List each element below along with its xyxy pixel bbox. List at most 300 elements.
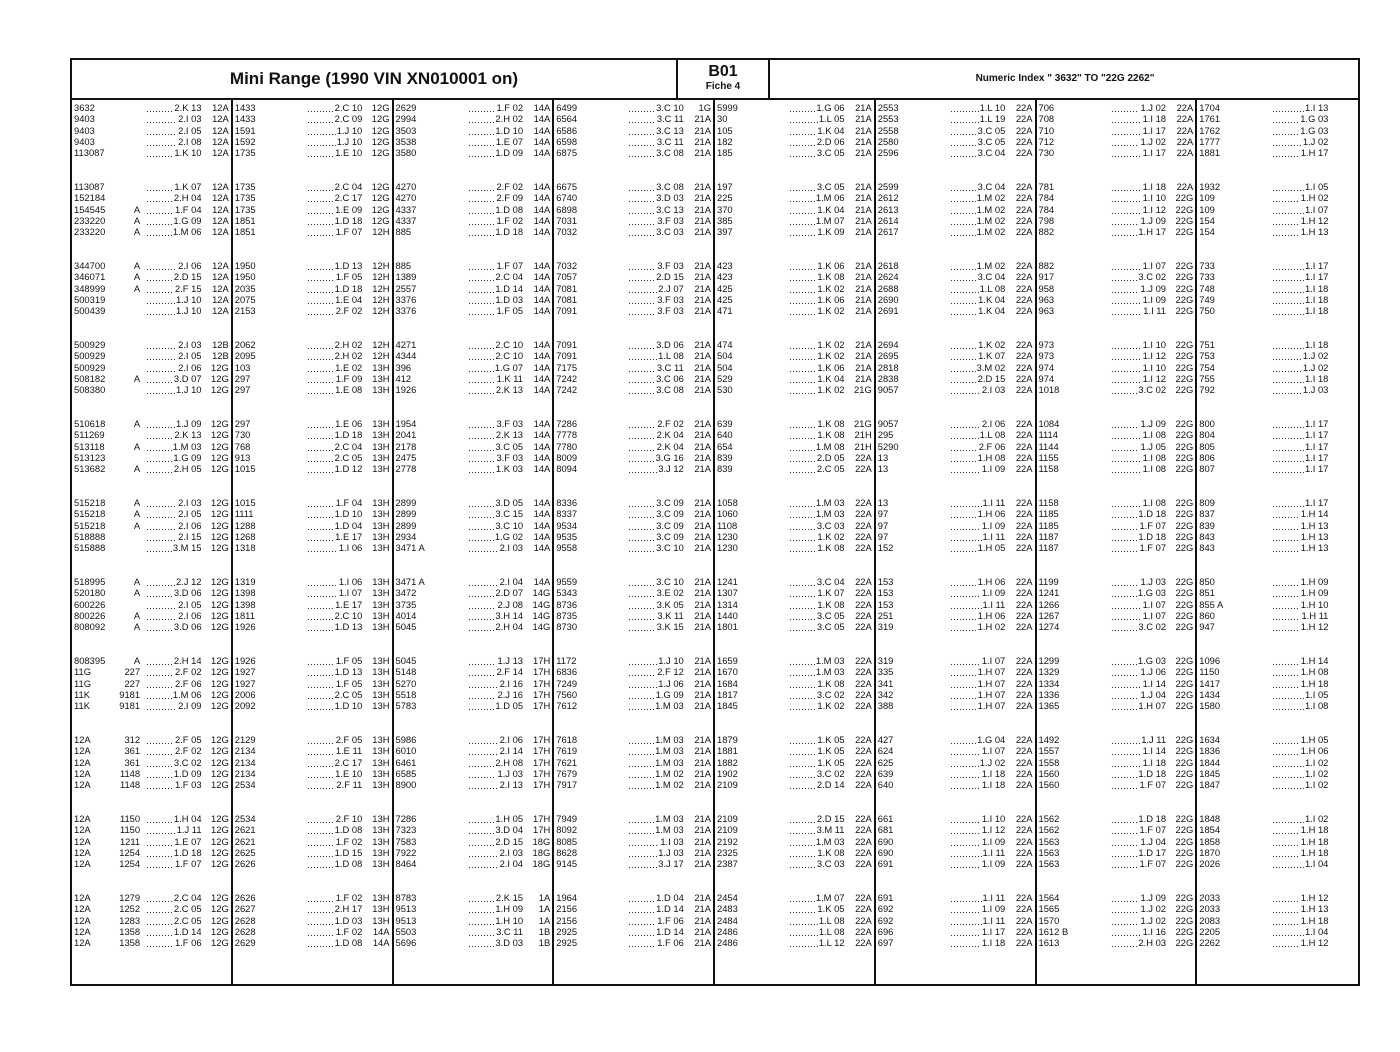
section-code <box>1328 305 1358 316</box>
index-entry <box>876 542 1035 553</box>
fiche-reference: 2.I 03 <box>146 497 201 508</box>
section-code: 22A <box>1015 147 1033 159</box>
fiche-reference: 1.I 12 <box>950 824 1005 835</box>
section-code: 12G <box>371 192 390 204</box>
fiche-reference: 1.M 03 <box>146 441 201 452</box>
section-code: 14A <box>533 305 551 317</box>
suffix <box>760 757 789 768</box>
fiche-reference: 3.C 02 <box>1111 384 1166 395</box>
index-entry <box>233 497 392 508</box>
section-code: 14G <box>532 609 551 621</box>
suffix <box>1243 294 1273 305</box>
section-code <box>1328 666 1358 677</box>
suffix <box>760 779 789 790</box>
section-code: 22A <box>1015 937 1033 949</box>
index-group <box>394 497 553 553</box>
part-number: 3580 <box>395 147 417 159</box>
suffix <box>760 181 789 192</box>
section-code: 12G <box>211 835 229 847</box>
suffix <box>921 779 950 790</box>
section-code: 22G <box>1175 700 1194 712</box>
index-entry <box>1197 926 1358 937</box>
suffix <box>1243 757 1273 768</box>
fiche-reference: 3.C 10 <box>468 520 523 531</box>
suffix: A <box>133 418 141 429</box>
part-number: 5986 <box>395 734 417 745</box>
part-number: 1158 <box>1038 463 1059 475</box>
fiche-reference: 1.I 18 <box>1272 305 1328 316</box>
part-number: 781 <box>1038 181 1055 192</box>
section-code: 22A <box>855 655 872 666</box>
fiche-reference: 1.H 09 <box>1272 576 1328 587</box>
part-number: 388 <box>877 700 894 712</box>
fiche-reference: 2.F 14 <box>468 666 523 677</box>
section-code: 12A <box>212 147 229 159</box>
section-code: 22G <box>1175 576 1194 587</box>
index-entry <box>554 350 713 361</box>
index-entry <box>554 757 713 768</box>
fiche-reference: 1.I 09 <box>950 903 1005 914</box>
index-entry <box>876 745 1035 756</box>
section-code: 14A <box>533 384 551 396</box>
part-number: 342 <box>877 688 894 700</box>
index-group <box>233 102 392 158</box>
section-code: 21A <box>694 858 711 870</box>
section-code: 22G <box>1175 858 1194 870</box>
index-entry <box>876 463 1035 474</box>
index-column <box>394 100 555 986</box>
part-number: 9513 <box>395 914 417 926</box>
part-number: 13 <box>877 497 889 508</box>
fiche-reference: 1.I 17 <box>1111 125 1166 136</box>
suffix <box>599 192 628 203</box>
index-entry <box>715 125 874 136</box>
part-number: 2454 <box>717 892 738 903</box>
section-code: 22A <box>1015 688 1033 700</box>
index-entry <box>233 599 392 610</box>
fiche-reference: 1.H 17 <box>1272 147 1328 158</box>
section-code: 14A <box>533 271 551 283</box>
index-entry <box>1197 903 1358 914</box>
index-entry <box>233 813 392 824</box>
part-number: 2599 <box>877 181 899 192</box>
index-group <box>715 102 874 158</box>
suffix <box>599 418 628 429</box>
fiche-reference: 1.D 14 <box>146 926 201 937</box>
part-number: 1111 <box>234 508 254 520</box>
part-number: 2838 <box>877 372 899 384</box>
part-number: 1870 <box>1199 846 1221 858</box>
section-code <box>1328 926 1358 937</box>
fiche-reference: 2.H 02 <box>307 339 362 350</box>
index-entry <box>1037 734 1196 745</box>
fiche-reference: 1.G 03 <box>1272 113 1328 124</box>
suffix <box>1081 926 1110 937</box>
fiche-reference: 1.H 07 <box>950 700 1005 711</box>
section-code: 21A <box>855 147 872 159</box>
section-code: 21A <box>694 598 711 610</box>
suffix <box>278 520 307 531</box>
fiche-reference: 1.M 02 <box>950 192 1005 203</box>
suffix <box>117 452 146 463</box>
fiche-reference: 1.M 06 <box>146 226 201 237</box>
part-number: 3538 <box>395 135 417 147</box>
index-entry <box>72 678 231 689</box>
index-entry <box>1197 204 1358 215</box>
index-entry <box>1037 305 1196 316</box>
index-entry <box>394 215 553 226</box>
index-entry <box>554 147 713 158</box>
part-number: 1440 <box>717 609 738 621</box>
section-code: 12G <box>371 214 390 226</box>
fiche-reference: 1.D 18 <box>307 429 362 440</box>
section-code: 22A <box>855 700 872 712</box>
part-number: 513118 <box>74 440 105 452</box>
section-code: 22A <box>1176 124 1194 136</box>
index-group <box>1037 497 1196 553</box>
section-code <box>1328 587 1358 598</box>
section-code: 22A <box>1176 181 1194 192</box>
index-entry <box>715 463 874 474</box>
index-entry <box>394 757 553 768</box>
suffix <box>760 125 789 136</box>
fiche-reference: 2.I 05 <box>146 508 201 519</box>
part-number: 4337 <box>395 203 417 215</box>
suffix <box>1081 836 1110 847</box>
fiche-reference: 1.J 09 <box>1111 418 1166 429</box>
fiche-reference: 1.H 07 <box>1111 700 1166 711</box>
index-entry <box>1037 700 1196 711</box>
part-number: 154 <box>1199 226 1215 238</box>
section-code <box>1328 384 1358 395</box>
section-code: 22G <box>1175 767 1194 779</box>
fiche-reference: 1.K 02 <box>789 700 844 711</box>
fiche-reference: 1.K 02 <box>950 339 1005 350</box>
section-code: 22A <box>855 621 872 633</box>
part-number: 12A <box>74 903 91 915</box>
section-code: 22G <box>1175 361 1194 373</box>
section-code: 22A <box>1015 598 1033 610</box>
index-group <box>72 102 231 158</box>
section-code: 21A <box>694 451 711 463</box>
suffix <box>278 463 307 474</box>
index-group <box>1037 181 1196 237</box>
section-code: 12G <box>211 688 229 700</box>
fiche-reference: 1.I 17 <box>1272 260 1328 271</box>
section-code: 22G <box>1175 925 1194 937</box>
index-entry <box>876 226 1035 237</box>
suffix <box>1243 836 1273 847</box>
part-number: 2695 <box>877 350 899 362</box>
index-entry <box>554 937 713 948</box>
fiche-reference: 1.F 03 <box>146 779 201 790</box>
index-entry <box>715 610 874 621</box>
section-code: 14A <box>533 440 551 452</box>
section-code: 21A <box>855 135 872 147</box>
suffix <box>278 441 307 452</box>
section-code: 22G <box>1175 587 1194 599</box>
fiche-reference: 1.I 05 <box>1272 181 1328 192</box>
suffix <box>599 768 628 779</box>
part-number: 12A <box>74 734 91 745</box>
section-code: 12G <box>211 576 229 587</box>
index-entry <box>233 520 392 531</box>
part-number: 319 <box>877 655 894 666</box>
fiche-reference: 1.K 02 <box>789 305 844 316</box>
index-group <box>1037 892 1196 948</box>
section-code: 22A <box>1176 102 1194 113</box>
fiche-reference: 3.G 16 <box>628 452 683 463</box>
fiche-reference: 2.F 02 <box>307 305 362 316</box>
section-code: 13H <box>372 779 390 791</box>
part-number: 882 <box>1038 226 1055 238</box>
section-code: 14A <box>533 226 551 238</box>
index-entry <box>72 824 231 835</box>
section-code: 22A <box>855 530 872 542</box>
fiche-reference: 1.D 18 <box>1111 813 1166 824</box>
part-number: 1735 <box>234 181 256 192</box>
suffix <box>278 847 307 858</box>
index-entry <box>876 824 1035 835</box>
index-group <box>876 892 1035 948</box>
section-code: 22A <box>1015 451 1033 463</box>
index-entry <box>1037 689 1196 700</box>
section-code: 12A <box>212 135 229 147</box>
part-number: 12A <box>74 937 91 949</box>
fiche-reference: 1.D 13 <box>307 260 362 271</box>
suffix <box>1081 136 1110 147</box>
index-group <box>1037 102 1196 158</box>
section-code: 1A <box>538 903 551 915</box>
part-number: 2694 <box>877 339 899 350</box>
index-entry <box>394 181 553 192</box>
index-entry <box>876 102 1035 113</box>
fiche-reference: 1.J 04 <box>1111 836 1166 847</box>
part-number: 839 <box>717 451 733 463</box>
fiche-reference: 1.M 03 <box>628 734 683 745</box>
part-number: 4271 <box>395 339 417 350</box>
suffix <box>599 429 628 440</box>
fiche-reference: 1.I 04 <box>1272 926 1328 937</box>
part-number: 4014 <box>395 609 417 621</box>
part-number: 511269 <box>74 429 105 441</box>
index-entry <box>72 463 231 474</box>
fiche-reference: 1.E 02 <box>307 362 362 373</box>
suffix <box>438 666 467 677</box>
part-number: 7949 <box>556 813 578 824</box>
index-entry <box>394 531 553 542</box>
index-entry <box>715 847 874 858</box>
suffix: 1150 <box>119 824 141 836</box>
fiche-reference: 3.C 04 <box>950 147 1005 158</box>
part-number: 755 <box>1199 372 1215 384</box>
fiche-reference: 3.D 04 <box>468 824 523 835</box>
section-code: 21A <box>694 508 711 520</box>
fiche-reference: 3.C 10 <box>628 576 683 587</box>
section-code: 21A <box>694 542 711 554</box>
part-number: 1365 <box>1038 700 1060 712</box>
suffix <box>438 937 467 948</box>
suffix <box>117 125 146 136</box>
index-entry <box>72 125 231 136</box>
part-number: 2899 <box>395 508 417 520</box>
suffix <box>1243 373 1273 384</box>
suffix: 1252 <box>119 903 141 915</box>
index-entry <box>876 847 1035 858</box>
part-number: 153 <box>877 587 894 599</box>
index-entry <box>72 204 231 215</box>
index-group <box>1037 655 1196 711</box>
part-number: 8336 <box>556 497 578 508</box>
index-entry <box>72 305 231 316</box>
section-code: 14A <box>533 372 551 384</box>
index-group <box>72 734 231 790</box>
index-entry <box>72 903 231 914</box>
index-group <box>394 418 553 474</box>
fiche-reference: 1.I 07 <box>1111 599 1166 610</box>
part-number: 5343 <box>556 587 578 599</box>
part-number: 152 <box>877 542 894 554</box>
fiche-reference: 2.I 09 <box>146 700 201 711</box>
suffix <box>278 204 307 215</box>
suffix <box>117 429 146 440</box>
part-number: 7081 <box>556 282 578 294</box>
suffix <box>1243 824 1273 835</box>
part-number: 807 <box>1199 463 1215 475</box>
suffix <box>921 204 950 215</box>
fiche-reference: 1.K 05 <box>789 757 844 768</box>
section-code: 22A <box>855 508 872 520</box>
part-number: 2534 <box>234 813 256 824</box>
index-entry <box>1197 610 1358 621</box>
suffix: A <box>133 587 141 599</box>
index-entry <box>233 429 392 440</box>
section-code: 21A <box>694 124 711 136</box>
index-group <box>715 497 874 553</box>
fiche-reference: 2.I 13 <box>468 779 523 790</box>
suffix <box>1081 689 1110 700</box>
index-group <box>554 497 713 553</box>
part-number: 1881 <box>1199 147 1221 159</box>
part-number: 730 <box>234 429 251 441</box>
part-number: 2618 <box>877 260 899 271</box>
index-entry <box>715 215 874 226</box>
fiche-reference: 1.E 10 <box>307 768 362 779</box>
part-number: 9057 <box>877 418 899 429</box>
fiche-reference: 1.F 07 <box>1111 520 1166 531</box>
section-code: 22A <box>1015 181 1033 192</box>
part-number: 397 <box>717 226 733 238</box>
index-group <box>1197 102 1358 158</box>
fiche-reference: 1.D 03 <box>468 294 523 305</box>
suffix <box>1243 542 1273 553</box>
suffix <box>278 599 307 610</box>
part-number: 751 <box>1199 339 1215 350</box>
section-code: 21A <box>694 903 711 915</box>
suffix <box>438 858 467 869</box>
index-entry <box>1037 903 1196 914</box>
part-number: 515218 <box>74 519 106 531</box>
fiche-reference: 1.D 14 <box>468 283 523 294</box>
part-number: 2628 <box>234 925 256 937</box>
index-entry <box>1037 441 1196 452</box>
index-entry <box>233 192 392 203</box>
fiche-reference: 1.K 04 <box>950 305 1005 316</box>
index-group <box>554 813 713 869</box>
section-code <box>1328 147 1358 158</box>
fiche-reference: 3.C 02 <box>146 757 201 768</box>
part-number: 851 <box>1199 587 1215 599</box>
suffix <box>599 610 628 621</box>
fiche-reference: 1.H 07 <box>950 666 1005 677</box>
suffix <box>1081 824 1110 835</box>
suffix <box>760 350 789 361</box>
index-group <box>1037 813 1196 869</box>
index-entry <box>876 700 1035 711</box>
suffix <box>1081 757 1110 768</box>
fiche-reference: 2.I 03 <box>146 339 201 350</box>
fiche-reference: 3.F 03 <box>628 305 683 316</box>
fiche-reference: 1.I 10 <box>950 813 1005 824</box>
index-group <box>1197 734 1358 790</box>
part-number: 7242 <box>556 372 578 384</box>
suffix <box>438 339 467 350</box>
part-number: 804 <box>1199 429 1215 441</box>
index-entry <box>394 610 553 621</box>
fiche-reference: 1.H 18 <box>1272 847 1328 858</box>
part-number: 2558 <box>877 124 899 136</box>
index-entry <box>233 260 392 271</box>
section-code: 22A <box>855 688 872 700</box>
fiche-reference: 3.J 17 <box>628 858 683 869</box>
section-code: 14A <box>372 937 390 949</box>
part-number: 2109 <box>717 824 738 836</box>
section-code: 22G <box>1175 372 1194 384</box>
suffix <box>278 283 307 294</box>
part-number: 1565 <box>1038 903 1060 915</box>
fiche-reference: 1.J 10 <box>307 136 362 147</box>
section-code: 22G <box>1175 655 1194 666</box>
section-code: 13H <box>372 903 390 915</box>
part-number: 2934 <box>395 530 417 542</box>
section-code: 22G <box>1175 835 1194 847</box>
part-number: 974 <box>1038 361 1055 373</box>
section-code: 21A <box>694 609 711 621</box>
suffix <box>278 418 307 429</box>
suffix <box>1243 666 1273 677</box>
index-entry <box>72 508 231 519</box>
section-code: 17H <box>533 688 551 700</box>
section-code: 22A <box>1015 429 1033 441</box>
index-entry <box>394 858 553 869</box>
index-group <box>554 260 713 316</box>
fiche-reference: 1.K 07 <box>950 350 1005 361</box>
part-number: 837 <box>1199 508 1215 520</box>
fiche-reference: 3.C 11 <box>628 113 683 124</box>
suffix <box>278 892 307 903</box>
section-code: 17H <box>533 767 551 779</box>
index-group <box>1197 418 1358 474</box>
suffix <box>1243 429 1273 440</box>
suffix <box>1243 204 1273 215</box>
index-entry <box>233 113 392 124</box>
part-number: 12A <box>74 914 91 926</box>
index-entry <box>1197 350 1358 361</box>
part-number: 6585 <box>395 767 417 779</box>
index-entry <box>554 700 713 711</box>
part-number: 515218 <box>74 497 106 508</box>
suffix <box>117 102 146 113</box>
